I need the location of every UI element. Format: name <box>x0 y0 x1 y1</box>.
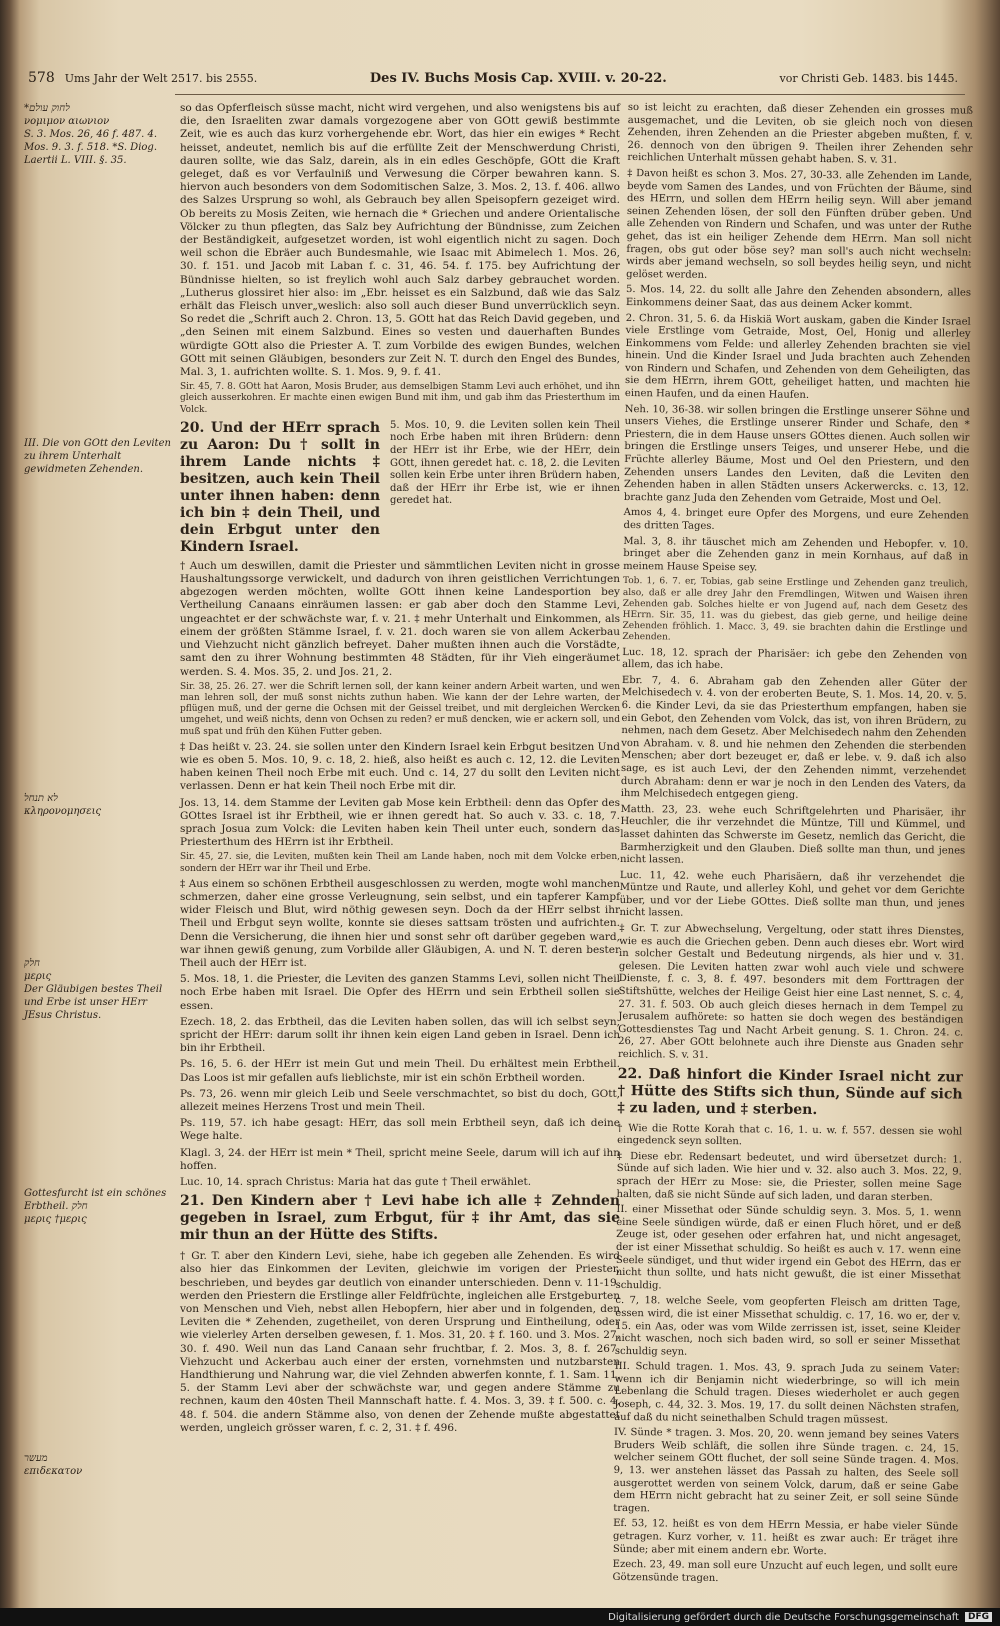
margin-gloss: מעשר επιδεκατον <box>24 1453 83 1477</box>
header-year-left: Ums Jahr der Welt 2517. bis 2555. <box>64 72 258 85</box>
paragraph: † Gr. T. aber den Kindern Levi, siehe, habe ich gegeben alle Zehenden. Es wird also hier das Einkommen der Leviten, gleichwie im vorigen der Priester, beschrieben, und beydes gar deutlich von einander unterschieden. Denn v. 11-19. werden den Priestern die Erstlinge aller Feldfrüchte, ingleichen alle Erstgeburten von Menschen und Vieh, nebst allen Hebopfern, hier aber und in folgenden, den Leviten die * Zehenden, zugetheilet, von deren Ursprung und Eintheilung, oder wie vielerley Arten derselben gewesen, f. 1. Mos. 31, 20. ‡ f. 160. und 3. Mos. 27, 30. f. 490. Weil nun das Land Canaan sehr fruchtbar, f. 2. Mos. 3, 8. f. 267. Viehzucht und Ackerbau auch einer der ersten, vornehmsten und nutzbarsten Handthierung und Nahrung war, die viel Zehnden abwerfen konnte, f. 1. Sam. 11, 5. der Stamm Levi aber der schwächste war, und gegen andere Stämme zu rechnen, kaum den 40sten Theil Mannschaft hatte. f. 4. Mos. 3, 39. ‡ f. 500. c. 4, 48. f. 504. die andern Stämme also, von denen der Zehende mußte abgestattet werden, ungleich grösser waren, f. c. 2, 31. ‡ f. 496. <box>180 1250 620 1434</box>
paragraph: 5. Mos. 14, 22. du sollt alle Jahre den Zehenden absondern, alles Einkommens deiner Saat, das aus deinem Acker kommt. <box>625 284 972 311</box>
margin-gloss: חלק μερις Der Gläubigen bestes Theil und Erbe ist unser HErr JEsus Christus. <box>24 958 163 1021</box>
margin-gloss: III. Die von GOtt den Leviten zu ihrem Unterhalt gewidmeten Zehenden. <box>24 438 171 475</box>
margin-notes <box>20 102 175 1572</box>
paragraph: c. 7, 18. welche Seele, vom geopferten Fleisch am dritten Tage, essen wird, die ist einer Missethat schuldig. c. 17, 16. wo er, der v. 15. ein Aas, oder was vom Wilde zerrissen ist, isset, seine Kleider nicht waschen, noch sich baden wird, so soll er seiner Missethat schuldig seyn. <box>614 1295 961 1358</box>
digitization-footer <box>0 1608 1000 1626</box>
paragraph: 5. Mos. 18, 1. die Priester, die Leviten des ganzen Stamms Levi, sollen nicht Theil noch Erbe haben mit Israel. Die Opfer des HErrn und sein Erbtheil sollen sie essen. <box>180 973 620 1012</box>
paragraph: II. einer Missethat oder Sünde schuldig seyn. 3. Mos. 5, 1. wenn eine Seele sündigen würde, daß er einen Fluch höret, und er deß Zeuge ist, oder gesehen oder erfahren hat, und nicht angesaget, der ist einer Missethat schuldig. So heißt es auch v. 17. wenn eine Seele sündiget, und thut wider irgend ein Gebot des HErrn, das er nicht thun sollte, und hats nicht gewußt, die ist einer Missethat schuldig. <box>615 1204 962 1292</box>
paragraph: so ist leicht zu erachten, daß dieser Zehenden ein grosses muß ausgemachet, und die Leviten, ob sie gleich noch von diesen Zehenden, ihren Zehenden an die Priester abgeben mußten, f. v. 26. dennoch von den übrigen 9. Theilen ihrer Zehenden sehr reichlichen Unterhalt müssen gehabt haben. S. v. 31. <box>627 102 973 167</box>
header-rule <box>175 94 965 95</box>
paragraph: † Auch um deswillen, damit die Priester und sämmtlichen Leviten nicht in grosse Haushaltungssorge verwickelt, und dadurch von ihren geistlichen Verrichtungen abgezogen werden möchten, wollte GOtt ihnen keine Landesportion bey Vertheilung Canaans einräumen lassen: er gab aber doch den Stamme Levi, ungeachtet er der schwächste war, f. v. 21. ‡ mehr Unterhalt und Einkommen, als einem der größten Stämme Israel, f. v. 21. doch waren sie von allem Ackerbau und Viehzucht nicht gänzlich befreyet. Daher mußten ihnen auch die Vorstädte, samt den zu ihrer Wohnung bestimmten 48 Städten, für ihr Vieh eingeräumet werden. S. 4. Mos. 35, 2. und Jos. 21, 2. <box>180 559 620 678</box>
apocrypha-note: Sir. 38, 25. 26. 27. wer die Schrift lernen soll, der kann keiner andern Arbeit warten, und wen man lehren soll, der muß sonst nichts zuthun haben. Wie kann der der Lehre warten, der pflügen muß, und der gerne die Ochsen mit der Geissel treibet, und mit dergleichen Wercken umgehet, und weiß nichts, denn von Ochsen zu reden? er muß dencken, wie er ackern soll, und muß spat und früh den Kühen Futter geben. <box>180 681 620 737</box>
paragraph: Ezech. 18, 2. das Erbtheil, das die Leviten haben sollen, das will ich selbst seyn, spricht der HErr: darum sollt ihr ihnen kein eigen Land geben in Israel. Denn ich bin ihr Erbtheil. <box>180 1015 620 1055</box>
header-title: Des IV. Buchs Mosis Cap. XVIII. v. 20-22. <box>369 71 667 86</box>
paragraph: IV. Sünde * tragen. 3. Mos. 20, 20. wenn jemand bey seines Vaters Bruders Weib schläft, die sollen ihre Sünde tragen. c. 24, 15. welcher seinem GOtt fluchet, der soll seine Sünde tragen. 4. Mos. 9, 13. wer anstehen lässet das Passah zu halten, des Seele soll ausgerottet werden von seinem Volck, darum, daß er seine Gabe dem HErrn nicht gebracht hat zu seiner Zeit, er soll seine Sünde tragen. <box>613 1427 960 1515</box>
running-header <box>28 70 958 94</box>
paragraph: Neh. 10, 36-38. wir sollen bringen die Erstlinge unserer Söhne und unsers Viehes, die Erstlinge unserer Rinder und Schafe, den * Priestern, die in dem Hause unsers GOttes dienen. Auch sollen wir bringen die Erstlinge unsers Teiges, und unserer Hebe, und die Früchte allerley Bäume, Most und Oel den Priestern, und den Zehenden unsers Landes den Leviten, daß die Leviten den Zehenden haben in allen Städten unsers Ackerwercks. c. 13, 12. brachte ganz Juda den Zehenden vom Getraide, Most und Oel. <box>623 403 970 507</box>
paragraph: Ebr. 7, 4. 6. Abraham gab den Zehenden aller Güter der Melchisedech v. 4. von der eroberten Beute, S. 1. Mos. 14, 20. v. 5. 6. die Kinder Levi, da sie das Priesterthum empfangen, haben sie ein Gebot, den Zehenden vom Volck, das ist, von ihren Brüdern, zu nehmen, nach dem Gesetz. Aber Melchisedech nahm den Zehenden von Abraham. v. 8. und hie nehmen den Zehenden die sterbenden Menschen; aber dort bezeuget er, daß er lebe. v. 9. daß ich also sage, es ist auch Levi, der den Zehenden nimmt, verzehendet durch Abraham: denn er war je noch in den Lenden des Vaters, da ihm Melchisedech entgegen gieng. <box>620 674 967 801</box>
margin-gloss: לא תנחל κληρονομησεις <box>24 793 102 817</box>
right-column <box>612 102 973 1584</box>
paragraph: ‡ Davon heißt es schon 3. Mos. 27, 30-33. alle Zehenden im Lande, beyde vom Samen des Landes, und von Früchten der Bäume, sind des HErrn, und sollen dem HErrn heilig seyn. Will aber jemand seinen Zehenden lösen, der soll den Fünften drüber geben. Und alle Zehenden von Rindern und Schafen, und was unter der Ruthe gehet, das ist ein heiliger Zehende dem HErrn. Man soll nicht fragen, obs gut oder böse sey? man soll's auch nicht wechseln: wirds aber jemand wechseln, so soll beydes heilig seyn, und nicht gelöset werden. <box>626 167 973 281</box>
paragraph: Jos. 13, 14. dem Stamme der Leviten gab Mose kein Erbtheil: denn das Opfer des GOttes Israel ist ihr Erbtheil, wie er ihnen geredt hat. So auch v. 33. c. 18, 7. sprach Josua zum Volck: die Leviten haben kein Theil unter euch, sondern das Priesterthum des HErrn ist ihr Erbtheil. <box>180 796 620 849</box>
apocrypha-note: Sir. 45, 27. sie, die Leviten, mußten kein Theil am Lande haben, noch mit dem Volcke erben, sondern der HErr war ihr Theil und Erbe. <box>180 852 620 874</box>
apocrypha-note: Tob. 1, 6. 7. er, Tobias, gab seine Erstlinge und Zehenden ganz treulich, also, daß er alle drey Jahr den Fremdlingen, Witwen und Waisen ihren Zehenden gab. Solches hielte er von Jugend auf, nach dem Gesetz des HErrn. Sir. 35, 11. was du giebest, das gieb gerne, und heilige deine Zehenden fröhlich. 1. Macc. 3, 49. sie brachten dahin die Erstlinge und Zehenden. <box>622 576 969 643</box>
header-year-right: vor Christi Geb. 1483. bis 1445. <box>779 72 958 85</box>
verse-20-note: 5. Mos. 10, 9. die Leviten sollen kein Theil noch Erbe haben mit ihren Brüdern: denn der HErr ist ihr Erbe, wie der HErr, dein GOtt, ihnen geredet hat. c. 18, 2. die Leviten sollen kein Erbe unter ihren Brüdern haben, daß der HErr ihr Erbe ist, wie er ihnen geredet hat. <box>390 419 620 507</box>
paragraph: Ef. 53, 12. heißt es von dem HErrn Messia, er habe vieler Sünde getragen. Kurz vorher, v. 11. heißt es zwar auch: Er träget ihre Sünde; aber mit einem andern ebr. Worte. <box>612 1518 959 1557</box>
paragraph: Klagl. 3, 24. der HErr ist mein * Theil, spricht meine Seele, darum will ich auf ihn hoffen. <box>180 1146 620 1172</box>
verse-21: 21. Den Kindern aber † Levi habe ich alle ‡ Zehnden gegeben in Israel, zum Erbgut, für ‡ ihr Amt, das sie mir thun an der Hütte des Stifts. <box>180 1193 620 1244</box>
apocrypha-note: Sir. 45, 7. 8. GOtt hat Aaron, Mosis Bruder, aus demselbigen Stamm Levi auch erhöhet, und ihn gleich ausserkohren. Er machte einen ewigen Bund mit ihm, und gab ihm das Priesterthum im Volck. <box>180 382 620 415</box>
page-number: 578 <box>28 70 55 86</box>
paragraph: 2. Chron. 31, 5. 6. da Hiskiä Wort auskam, gaben die Kinder Israel viele Erstlinge vom Getraide, Most, Oel, Honig und allerley Einkommens vom Felde: und allerley Zehenden brachten sie viel hinein. Und die Kinder Israel und Juda brachten auch Zehenden von Rindern und Schafen, und Zehenden von dem Geheiligten, das sie dem HErrn, ihrem GOtt, geheiliget hatten, und machten hie einen Haufen, und da einen Haufen. <box>624 312 971 401</box>
dfg-logo: DFG <box>965 1612 992 1622</box>
book-page <box>20 62 980 1584</box>
paragraph: Mal. 3, 8. ihr täuschet mich am Zehenden und Hebopfer. v. 10. bringet aber die Zehenden ganz in mein Kornhaus, auf daß in meinem Hause Speise sey. <box>623 535 969 574</box>
paragraph: Luc. 18, 12. sprach der Pharisäer: ich gebe den Zehenden von allem, das ich habe. <box>622 646 968 672</box>
left-column <box>180 102 620 1572</box>
paragraph: ‡ Aus einem so schönen Erbtheil ausgeschlossen zu werden, mogte wohl manchen schmerzen, daher eine grosse Verleugnung, sein selbst, und ein tapferer Kampf wider Fleisch und Blut, wird nöthig gewesen seyn. Doch da der HErr selbst ihr Theil und Erbgut seyn wollte, konnte sie dieses sattsam trösten und aufrichten. Denn die Versicherung, die ihnen hier und sonst sehr oft darüber gegeben ward, war ihnen gewiß genung, zum Vorbilde aller Gläubigen, A. und N. T. deren bester Theil auch der HErr ist. <box>180 877 620 969</box>
verse-20-block <box>180 420 620 556</box>
paragraph: so das Opferfleisch süsse macht, nicht wird vergehen, und also wenigstens bis auf die, den Israeliten zwar damals vorgezogene aber von GOtt gewiß bestimmte Zeit, wie es auch das kurz vorhergehende ebr. Wort, das hier ein ewiges * Recht heisset, andeutet, nemlich bis auf die erfüllte Zeit der Menschwerdung Christi, dauren sollte, wie das Salz, darein, als in ein edles Geschöpfe, GOtt die Kraft geleget, daß es vor Verfaulniß und Verwesung die Cörper bewahren kann. S. hiervon auch besonders von dem Sodomitischen Salze, 3. Mos. 2, 13. f. 406. allwo des Salzes Ursprung so wohl, als Gebrauch bey allen Speisopfern gezeiget wird. Ob bereits zu Mosis Zeiten, wie hernach die * Griechen und andere Orientalische Völcker zu thun pflegten, das Salz bey Aufrichtung der Bündnisse, zum Zeichen der Beständigkeit, aufgesetzet worden, ist wohl eigentlich nicht zu sagen. Doch weil schon die Ebräer auch Bundesmahle, wie Isaac mit Abimelech 1. Mos. 26, 30. f. 151. und Jacob mit Laban f. c. 31, 46. 54. f. 175. bey Aufrichtung der Bündnisse hielten, so ist freylich wohl auch Salz darbey gebrauchet worden. „Lutherus glossiret hier also: im „Ebr. heisset es ein Salzbund, daß wie das Salz erhält das Fleisch unver„weslich: also soll auch dieser Bund unverrücklich seyn. So redet die „Schrift auch 2. Chron. 13, 5. GOtt hat das Reich David gegeben, und „den Seinen mit einem Salzbund. Eines so vesten und dauerhaften Bundes würdigte GOtt also die Priester A. T. zum Vorbilde des ewigen Bundes, welchen GOtt mit seinen Gläubigen, besonders zur Zeit N. T. durch den Engel des Bundes, Mal. 3, 1. aufrichten wollte. S. 1. Mos. 9, 9. f. 41. <box>180 102 620 379</box>
paragraph: Luc. 10, 14. sprach Christus: Maria hat das gute † Theil erwählet. <box>180 1176 532 1189</box>
paragraph: ‡ Gr. T. zur Abwechselung, Vergeltung, oder statt ihres Dienstes, wie es auch die Griechen geben. Denn auch dieses ebr. Wort wird in solcher Gestalt und Bedeutung nirgends, als hier und v. 31. gelesen. Die Leviten hatten zwar wohl auch viele und schwere Dienste, f. c. 3, 8. f. 497. besonders mit dem Forttragen der Stiftshütte, welches der Heilige Geist hier eine Last nennet, S. c. 4, 27. 31. f. 503. Ob auch gleich dieses hernach in dem Tempel zu Jerusalem aufhörete: so hatten sie doch wegen des beständigen Gottesdienstes Tag und Nacht Arbeit genung. S. 1. Chron. 24. c. 26, 27. Aber GOtt belohnete auch ihre Dienste aus Gnaden sehr reichlich. S. v. 31. <box>617 923 965 1061</box>
footer-credit: Digitalisierung gefördert durch die Deutsche Forschungsgemeinschaft <box>608 1611 959 1623</box>
margin-gloss: Gottesfurcht ist ein schönes Erbtheil. חלק μερις †μερις <box>24 1188 167 1225</box>
paragraph: Ps. 119, 57. ich habe gesagt: HErr, das soll mein Erbtheil seyn, daß ich deine Wege halte. <box>180 1117 620 1143</box>
paragraph: Matth. 23, 23. wehe euch Schriftgelehrten und Pharisäer, ihr Heuchler, die ihr verzehndet die Müntze, Till und Kümmel, und lasset dahinten das Schwerste im Gesetz, nemlich das Gericht, die Barmherzigkeit und den Glauben. Dieß sollte man thun, und jenes nicht lassen. <box>620 803 966 866</box>
verse-22: 22. Daß hinfort die Kinder Israel nicht zur † Hütte des Stifts sich thun, Sünde auf sich ‡ zu laden, und ‡ sterben. <box>617 1065 963 1118</box>
paragraph: Amos 4, 4. bringet eure Opfer des Morgens, und eure Zehenden des dritten Tages. <box>623 507 969 532</box>
paragraph: Ps. 16, 5. 6. der HErr ist mein Gut und mein Theil. Du erhältest mein Erbtheil. Das Loos ist mir gefallen aufs lieblichste, mir ist ein schön Erbtheil worden. <box>180 1058 620 1084</box>
margin-gloss: *לחוק עולם νομιμον αιωνιον S. 3. Mos. 26, 46 f. 487. 4. Mos. 9. 3. f. 518. *S. Diog. Laertii L. VIII. §. 35. <box>24 103 158 166</box>
paragraph: Ezech. 23, 49. man soll eure Unzucht auf euch legen, und sollt eure Götzensünde tragen. <box>612 1559 958 1584</box>
paragraph: ‡ Diese ebr. Redensart bedeutet, und wird übersetzet durch: 1. Sünde auf sich laden. Wie hier und v. 32. also auch 3. Mos. 22, 9. sprach der HErr zu Mose: sie, die Priester, sollen meine Sage halten, daß sie nicht Sünde auf sich laden, und daran sterben. <box>616 1150 962 1203</box>
verse-20: 20. Und der HErr sprach zu Aaron: Du † sollt in ihrem Lande nichts ‡ besitzen, auch kein Theil unter ihnen haben: denn ich bin ‡ dein Theil, und dein Erbgut unter den Kindern Israel. <box>180 419 380 555</box>
paragraph: III. Schuld tragen. 1. Mos. 43, 9. sprach Juda zu seinem Vater: wenn ich dir Benjamin nicht wiederbringe, so will ich mein Lebenlang die Schuld tragen. Dieses wiederholet er auch gegen Joseph, c. 44, 32. 3. Mos. 19, 17. du sollt deinen Nächsten strafen, auf daß du nicht seinethalben Schuld tragen müssest. <box>614 1361 960 1426</box>
paragraph: ‡ Das heißt v. 23. 24. sie sollen unter den Kindern Israel kein Erbgut besitzen Und wie es oben 5. Mos. 10, 9. c. 18, 2. hieß, also heißt es auch c. 12, 12. die Leviten haben keinen Theil noch Erbe mit euch. Und c. 14, 27 du sollt den Leviten nicht verlassen. Denn er hat kein Theil noch Erbe mit dir. <box>180 740 620 793</box>
paragraph: Luc. 11, 42. wehe euch Pharisäern, daß ihr verzehendet die Müntze und Raute, und allerley Kohl, und gehet vor dem Gerichte über, und vor der Liebe GOttes. Dieß sollte man thun, und jenes nicht lassen. <box>619 869 965 920</box>
paragraph: † Wie die Rotte Korah that c. 16, 1. u. w. f. 557. dessen sie wohl eingedenck seyn sollten. <box>617 1122 963 1148</box>
paragraph: Ps. 73, 26. wenn mir gleich Leib und Seele verschmachtet, so bist du doch, GOtt, allezeit meines Herzens Trost und mein Theil. <box>180 1087 620 1113</box>
